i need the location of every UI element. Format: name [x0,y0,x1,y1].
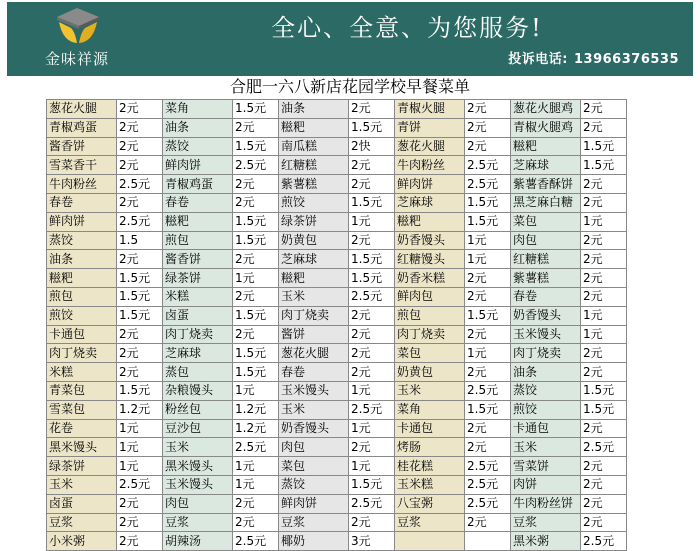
item-name-cell: 烤肠 [395,438,465,457]
item-price-cell: 2.5元 [465,475,511,494]
menu-row [47,250,627,269]
item-name-cell: 奶香米糕 [395,269,465,288]
item-price-cell: 1元 [233,475,279,494]
item-price-cell [465,532,511,551]
item-price-cell: 1元 [349,381,395,400]
item-name-cell: 煎饺 [47,306,117,325]
item-name-cell: 黑芝麻白糖 [511,193,581,212]
item-name-cell: 奶黄包 [395,363,465,382]
item-price-cell: 2.5元 [465,457,511,476]
brand-logo [7,2,147,76]
item-name-cell: 糍粑 [47,269,117,288]
menu-row [47,457,627,476]
item-price-cell: 1.5元 [117,269,163,288]
item-price-cell: 1.2元 [233,400,279,419]
item-name-cell: 青椒鸡蛋 [163,175,233,194]
item-name-cell: 玉米 [395,381,465,400]
item-price-cell: 2元 [581,250,627,269]
item-price-cell: 2元 [581,231,627,250]
item-price-cell: 2元 [349,344,395,363]
item-price-cell: 1.5元 [233,363,279,382]
item-name-cell: 肉包 [511,231,581,250]
item-name-cell: 煎包 [163,231,233,250]
item-name-cell: 油条 [163,118,233,137]
item-name-cell: 糍粑 [163,212,233,231]
item-name-cell: 豆浆 [395,513,465,532]
item-name-cell: 奶香馒头 [511,306,581,325]
item-price-cell: 1元 [349,419,395,438]
item-price-cell: 2.5元 [233,532,279,551]
item-name-cell: 酱香饼 [163,250,233,269]
item-name-cell: 红糖馒头 [395,250,465,269]
item-name-cell: 卡通包 [511,419,581,438]
item-price-cell: 1.5元 [581,381,627,400]
item-name-cell: 菜包 [279,457,349,476]
item-name-cell: 青椒火腿 [395,100,465,119]
item-name-cell: 青饼 [395,118,465,137]
item-name-cell: 玉米馒头 [163,475,233,494]
item-name-cell: 肉包 [279,438,349,457]
menu-row [47,212,627,231]
item-name-cell: 粉丝包 [163,400,233,419]
item-price-cell: 2元 [349,100,395,119]
item-name-cell: 米糕 [47,363,117,382]
item-name-cell: 鲜肉饼 [395,175,465,194]
menu-row [47,475,627,494]
item-price-cell: 2元 [117,532,163,551]
item-price-cell: 2元 [465,325,511,344]
item-price-cell: 2.5元 [581,532,627,551]
item-name-cell: 牛肉粉丝 [395,156,465,175]
item-price-cell: 2元 [465,438,511,457]
menu-row [47,513,627,532]
item-price-cell: 2元 [233,193,279,212]
menu-row [47,344,627,363]
item-name-cell: 豆浆 [163,513,233,532]
item-price-cell: 2.5元 [465,175,511,194]
item-name-cell: 奶黄包 [279,231,349,250]
item-price-cell: 1.5元 [233,231,279,250]
menu-row [47,381,627,400]
item-name-cell: 玉米糕 [395,475,465,494]
item-name-cell: 酱香饼 [47,137,117,156]
item-name-cell: 肉丁烧卖 [395,325,465,344]
item-name-cell: 春卷 [47,193,117,212]
item-price-cell: 2元 [233,287,279,306]
item-name-cell: 绿茶饼 [279,212,349,231]
item-price-cell: 2元 [465,118,511,137]
item-price-cell: 1.5元 [349,193,395,212]
breakfast-menu-table [46,99,627,551]
item-price-cell: 2元 [117,118,163,137]
item-price-cell: 2元 [581,269,627,288]
item-price-cell: 1元 [233,269,279,288]
item-price-cell: 1元 [349,212,395,231]
item-name-cell: 煎饺 [279,193,349,212]
item-name-cell: 绿茶饼 [163,269,233,288]
item-name-cell: 鲜肉饼 [163,156,233,175]
item-price-cell: 2元 [117,513,163,532]
item-name-cell: 杂粮馒头 [163,381,233,400]
item-price-cell: 2元 [465,363,511,382]
item-name-cell: 春卷 [279,363,349,382]
item-price-cell: 2元 [465,419,511,438]
item-price-cell: 1.5元 [349,269,395,288]
item-price-cell: 1元 [117,438,163,457]
item-price-cell: 1元 [581,306,627,325]
item-name-cell: 椰奶 [279,532,349,551]
item-price-cell: 1元 [465,231,511,250]
item-name-cell: 胡辣汤 [163,532,233,551]
hotline-label: 投诉电话: [508,52,568,67]
item-price-cell: 2元 [581,494,627,513]
item-name-cell: 煎包 [47,287,117,306]
menu-row [47,269,627,288]
item-name-cell: 蒸包 [163,363,233,382]
item-name-cell: 肉包 [163,494,233,513]
item-name-cell: 糍粑 [279,269,349,288]
item-name-cell: 鲜肉包 [395,287,465,306]
item-name-cell: 肉丁烧卖 [163,325,233,344]
brand-name: 金味祥源 [44,50,109,68]
item-price-cell: 1.5元 [349,118,395,137]
item-name-cell: 豆浆 [279,513,349,532]
menu-row [47,400,627,419]
item-name-cell: 菜包 [395,344,465,363]
item-price-cell: 2元 [117,156,163,175]
item-name-cell: 紫薯糕 [279,175,349,194]
item-name-cell: 蒸饺 [163,137,233,156]
item-name-cell: 玉米 [279,287,349,306]
item-price-cell: 1元 [233,457,279,476]
item-price-cell: 2.5元 [581,438,627,457]
item-price-cell: 1元 [233,381,279,400]
menu-row [47,118,627,137]
item-price-cell: 1.5元 [233,100,279,119]
item-price-cell: 2.5元 [117,475,163,494]
item-name-cell: 蒸饺 [511,381,581,400]
item-price-cell: 2元 [349,363,395,382]
item-name-cell: 油条 [279,100,349,119]
item-price-cell: 1.5元 [349,475,395,494]
hotline-number: 13966376535 [574,52,679,67]
item-price-cell: 1.5元 [233,306,279,325]
item-name-cell: 葱花火腿 [395,137,465,156]
item-price-cell: 2元 [117,250,163,269]
item-name-cell: 雪菜饼 [511,457,581,476]
item-name-cell: 玉米 [163,438,233,457]
item-name-cell: 卤蛋 [47,494,117,513]
item-price-cell: 2.5元 [117,212,163,231]
complaint-hotline [508,48,679,67]
item-price-cell: 2元 [117,193,163,212]
item-name-cell: 奶香馒头 [279,419,349,438]
menu-row [47,532,627,551]
item-price-cell: 1.5元 [465,400,511,419]
item-price-cell: 2元 [349,325,395,344]
item-price-cell: 2元 [233,118,279,137]
menu-row [47,419,627,438]
item-name-cell: 玉米 [279,400,349,419]
item-name-cell: 青椒火腿鸡 [511,118,581,137]
item-name-cell: 肉丁烧卖 [511,344,581,363]
item-name-cell: 牛肉粉丝饼 [511,494,581,513]
item-name-cell: 绿茶饼 [47,457,117,476]
page-title: 合肥一六八新店花园学校早餐菜单 [229,77,470,96]
item-price-cell: 2元 [581,513,627,532]
menu-row [47,494,627,513]
item-price-cell: 1.5元 [349,250,395,269]
item-price-cell: 2元 [233,250,279,269]
bowl-logo-icon [7,2,147,48]
item-name-cell: 卡通包 [47,325,117,344]
slogan: 全心、全意、为您服务! [271,14,543,42]
item-price-cell: 2元 [581,419,627,438]
menu-row [47,175,627,194]
item-price-cell: 2元 [349,175,395,194]
item-name-cell: 青菜包 [47,381,117,400]
item-name-cell: 油条 [511,363,581,382]
item-price-cell: 1.2元 [117,400,163,419]
item-name-cell: 芝麻球 [279,250,349,269]
item-name-cell: 糍粑 [511,137,581,156]
header-banner [7,2,693,76]
item-price-cell: 2元 [349,231,395,250]
item-price-cell: 1.2元 [233,419,279,438]
item-price-cell: 2元 [465,269,511,288]
item-name-cell: 蒸饺 [47,231,117,250]
item-name-cell: 雪菜香干 [47,156,117,175]
item-name-cell: 油条 [47,250,117,269]
item-price-cell: 2元 [581,100,627,119]
item-name-cell: 奶香馒头 [395,231,465,250]
item-name-cell: 玉米馒头 [511,325,581,344]
item-name-cell: 煎包 [395,306,465,325]
menu-row [47,306,627,325]
item-name-cell: 玉米馒头 [279,381,349,400]
item-price-cell: 2.5元 [117,175,163,194]
item-price-cell: 1.5元 [465,212,511,231]
item-price-cell: 2.5元 [349,287,395,306]
item-name-cell: 芝麻球 [163,344,233,363]
item-price-cell: 1元 [581,325,627,344]
item-price-cell: 2元 [117,137,163,156]
item-price-cell: 2.5元 [465,494,511,513]
item-price-cell: 3元 [349,532,395,551]
item-name-cell: 糍粑 [395,212,465,231]
item-price-cell: 2元 [349,306,395,325]
item-price-cell: 2.5元 [349,400,395,419]
item-price-cell: 1.5元 [581,156,627,175]
item-price-cell: 2元 [581,363,627,382]
item-price-cell: 2元 [233,175,279,194]
item-name-cell: 菜角 [163,100,233,119]
item-name-cell: 葱花火腿 [47,100,117,119]
item-price-cell: 1.5元 [233,212,279,231]
item-price-cell: 2元 [117,325,163,344]
item-name-cell: 豆浆 [511,513,581,532]
item-name-cell: 青椒鸡蛋 [47,118,117,137]
item-name-cell: 雪菜包 [47,400,117,419]
menu-row [47,325,627,344]
item-price-cell: 1.5元 [117,287,163,306]
item-name-cell: 南瓜糕 [279,137,349,156]
item-price-cell: 2元 [465,137,511,156]
item-name-cell: 桂花糕 [395,457,465,476]
menu-row [47,438,627,457]
item-price-cell: 2快 [349,137,395,156]
item-price-cell: 1元 [117,419,163,438]
item-price-cell: 1.5元 [117,306,163,325]
item-price-cell: 2.5元 [349,494,395,513]
item-name-cell: 卤蛋 [163,306,233,325]
item-name-cell: 肉丁烧卖 [47,344,117,363]
menu-row [47,363,627,382]
item-price-cell: 2元 [233,494,279,513]
item-name-cell: 葱花火腿鸡 [511,100,581,119]
item-name-cell: 菜包 [511,212,581,231]
item-name-cell: 紫薯糕 [511,269,581,288]
item-name-cell: 肉丁烧卖 [279,306,349,325]
item-price-cell: 2元 [233,325,279,344]
item-price-cell: 2元 [233,513,279,532]
item-price-cell: 1元 [117,457,163,476]
item-price-cell: 2.5元 [233,438,279,457]
item-price-cell: 2元 [117,344,163,363]
item-price-cell: 2元 [117,100,163,119]
item-name-cell: 春卷 [511,287,581,306]
menu-row [47,156,627,175]
item-name-cell: 玉米 [511,438,581,457]
item-name-cell: 卡通包 [395,419,465,438]
item-name-cell: 黑米馒头 [47,438,117,457]
item-name-cell: 小米粥 [47,532,117,551]
item-price-cell: 1元 [581,212,627,231]
item-name-cell: 肉饼 [511,475,581,494]
item-price-cell: 2元 [465,287,511,306]
item-name-cell [395,532,465,551]
item-price-cell: 2元 [581,475,627,494]
item-price-cell: 1.5元 [465,306,511,325]
item-price-cell: 2元 [581,193,627,212]
item-name-cell: 糍粑 [279,118,349,137]
item-price-cell: 1.5元 [581,400,627,419]
item-price-cell: 2元 [349,438,395,457]
item-price-cell: 1元 [349,457,395,476]
item-price-cell: 2元 [581,457,627,476]
item-price-cell: 2元 [349,156,395,175]
item-name-cell: 黑米粥 [511,532,581,551]
item-name-cell: 酱饼 [279,325,349,344]
item-price-cell: 1.5 [117,231,163,250]
item-price-cell: 1.5元 [117,381,163,400]
item-price-cell: 2元 [581,118,627,137]
menu-row [47,287,627,306]
item-price-cell: 2.5元 [465,156,511,175]
item-name-cell: 鲜肉饼 [279,494,349,513]
item-name-cell: 紫薯香酥饼 [511,175,581,194]
menu-row [47,137,627,156]
item-price-cell: 1元 [465,344,511,363]
menu-row [47,100,627,119]
item-name-cell: 蒸饺 [279,475,349,494]
item-price-cell: 2.5元 [233,156,279,175]
item-name-cell: 鲜肉饼 [47,212,117,231]
item-price-cell: 1.5元 [465,193,511,212]
menu-row [47,231,627,250]
item-price-cell: 2元 [581,344,627,363]
item-name-cell: 八宝粥 [395,494,465,513]
item-price-cell: 2元 [117,363,163,382]
item-name-cell: 豆浆 [47,513,117,532]
item-name-cell: 黑米馒头 [163,457,233,476]
item-price-cell: 2元 [581,175,627,194]
item-price-cell: 1.5元 [233,137,279,156]
item-name-cell: 芝麻球 [511,156,581,175]
menu-row [47,193,627,212]
item-price-cell: 1.5元 [233,344,279,363]
item-price-cell: 2元 [117,494,163,513]
item-name-cell: 煎饺 [511,400,581,419]
item-name-cell: 菜角 [395,400,465,419]
item-name-cell: 红糖糕 [511,250,581,269]
item-name-cell: 芝麻球 [395,193,465,212]
item-price-cell: 2元 [465,100,511,119]
item-name-cell: 豆沙包 [163,419,233,438]
item-name-cell: 牛肉粉丝 [47,175,117,194]
item-price-cell: 2元 [349,513,395,532]
item-name-cell: 玉米 [47,475,117,494]
item-price-cell: 2元 [581,287,627,306]
item-name-cell: 米糕 [163,287,233,306]
item-price-cell: 2元 [465,513,511,532]
item-name-cell: 花卷 [47,419,117,438]
item-name-cell: 红糖糕 [279,156,349,175]
item-name-cell: 葱花火腿 [279,344,349,363]
item-price-cell: 2.5元 [465,381,511,400]
item-price-cell: 1.5元 [581,137,627,156]
item-price-cell: 1元 [465,250,511,269]
item-name-cell: 春卷 [163,193,233,212]
